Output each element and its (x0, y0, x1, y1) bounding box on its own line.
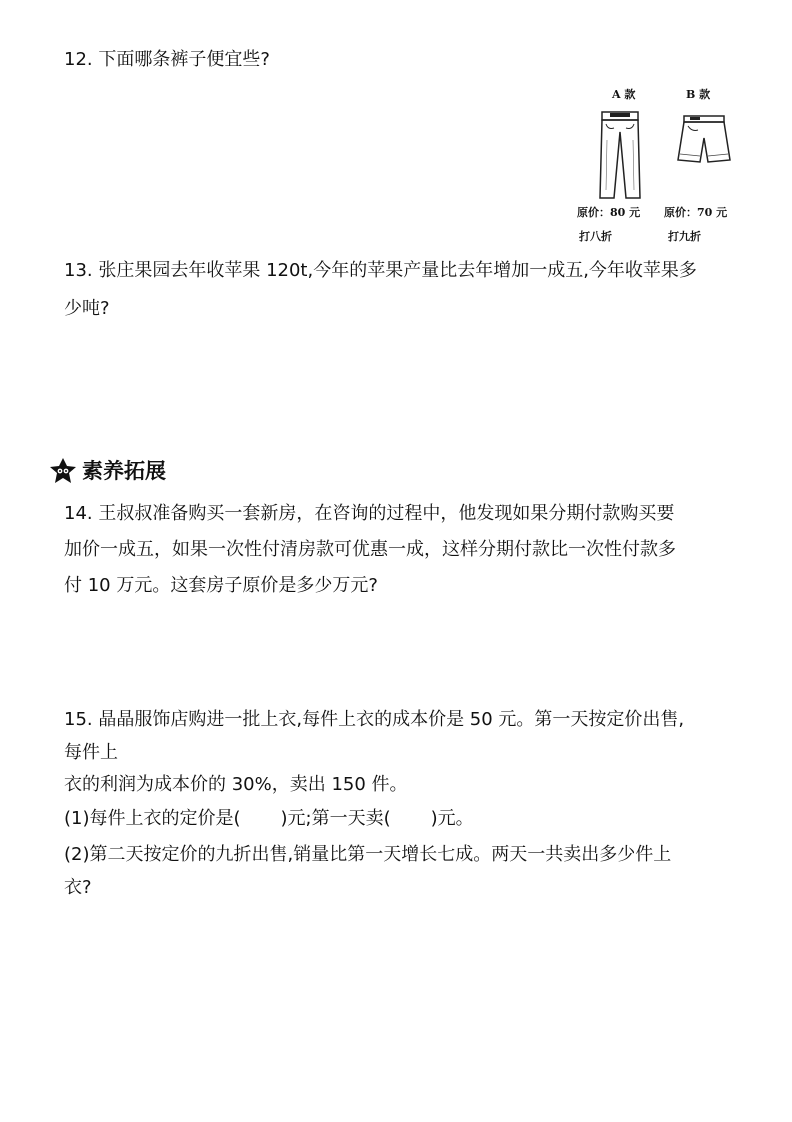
style-a-price: 原价：80 元 (577, 206, 641, 219)
q15-line1: 15. 晶晶服饰店购进一批上衣,每件上衣的成本价是 50 元。第一天按定价出售, (64, 709, 685, 730)
q12-text: 12. 下面哪条裤子便宜些? (64, 49, 270, 70)
section-header (48, 456, 166, 486)
style-b-discount: 打九折 (668, 230, 701, 243)
q15-line3: 衣的利润为成本价的 30%，卖出 150 件。 (64, 774, 408, 795)
style-a-label: A 款 (612, 88, 636, 101)
section-title: 素养拓展 (82, 459, 166, 483)
style-b-label: B 款 (686, 88, 711, 101)
style-a-discount: 打八折 (579, 230, 612, 243)
q14-line2: 加价一成五，如果一次性付清房款可优惠一成，这样分期付款比一次性付款多 (64, 539, 676, 560)
q15-sub2-line1: (2)第二天按定价的九折出售,销量比第一天增长七成。两天一共卖出多少件上 (64, 844, 672, 865)
q13-line2: 少吨? (64, 298, 110, 319)
long-pants-icon (596, 110, 644, 202)
q13-line1: 13. 张庄果园去年收苹果 120t,今年的苹果产量比去年增加一成五,今年收苹果多 (64, 260, 697, 281)
q15-line2: 每件上 (64, 742, 118, 763)
q15-sub2-line2: 衣? (64, 877, 92, 898)
q15-sub1-part1: (1)每件上衣的定价是( (64, 808, 241, 829)
q14-line1: 14. 王叔叔准备购买一套新房，在咨询的过程中，他发现如果分期付款购买要 (64, 503, 675, 524)
q15-sub1-part2: )元;第一天卖( (280, 808, 391, 829)
q15-sub1 (64, 807, 474, 831)
style-b-price: 原价：70 元 (664, 206, 728, 219)
shorts-icon (676, 114, 732, 166)
q15-sub1-part3: )元。 (430, 808, 474, 829)
q14-line3: 付 10 万元。这套房子原价是多少万元? (64, 575, 378, 596)
star-mascot-icon (48, 456, 78, 486)
